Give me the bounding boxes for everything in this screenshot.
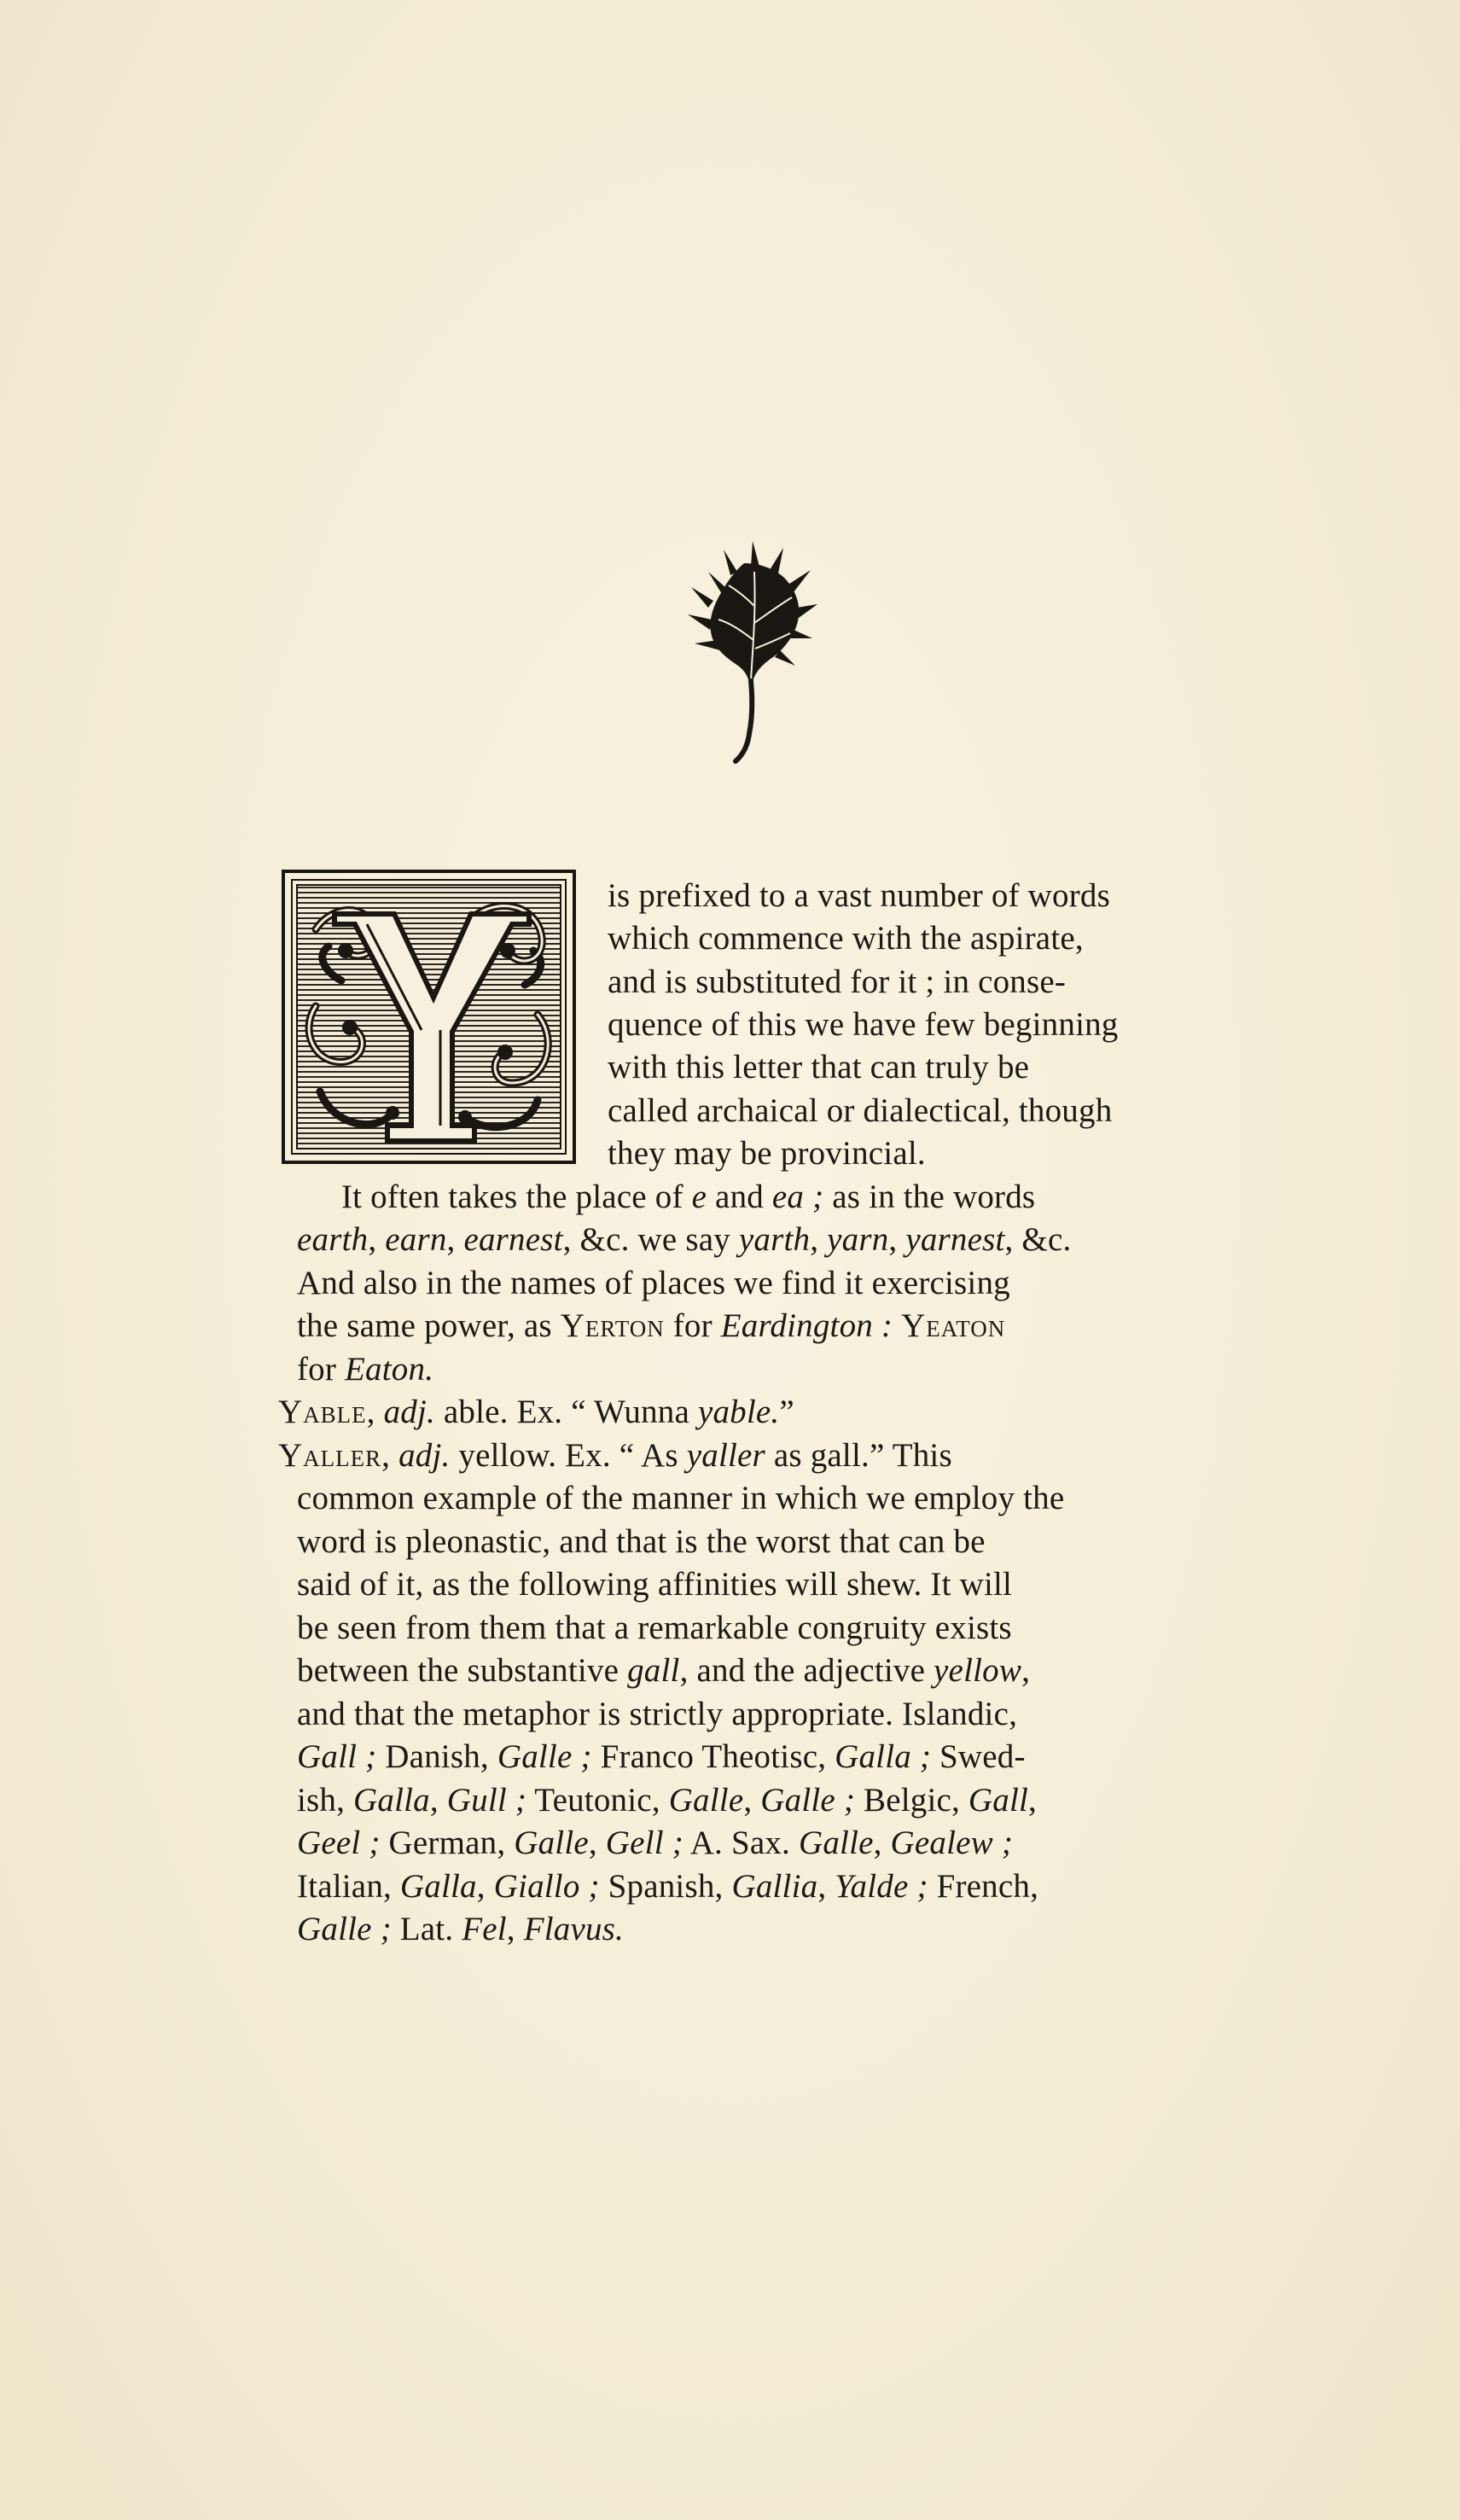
text-run: German, [380, 1825, 515, 1861]
text-run: between the substantive [297, 1652, 628, 1689]
italic-term: Flavus. [523, 1911, 624, 1947]
italic-term: Galla ; [835, 1738, 932, 1775]
text-run: , [743, 1782, 761, 1819]
intro-line: they may be provincial. [608, 1135, 926, 1172]
text-run: French, [928, 1868, 1039, 1905]
text-run: , &c. [1004, 1221, 1072, 1258]
text-line [297, 1908, 624, 1951]
text-line: and that the metaphor is strictly appropriate. Islandic, [297, 1696, 1018, 1732]
italic-term: Geel ; [297, 1825, 381, 1861]
italic-term: Gall [968, 1782, 1029, 1819]
italic-term: Galle ; [297, 1911, 392, 1947]
italic-term: Yalde ; [835, 1868, 928, 1905]
italic-term: Giallo ; [493, 1868, 600, 1905]
italic-term: Gull ; [446, 1782, 527, 1819]
text-run: , [888, 1221, 906, 1258]
italic-term: yable. [697, 1394, 780, 1430]
text-run: , [506, 1911, 524, 1947]
text-line: be seen from them that a remarkable congruity exists [297, 1609, 1012, 1646]
italic-term: Galla [353, 1782, 430, 1819]
text-line [297, 1865, 1038, 1908]
text-line [297, 1779, 1037, 1822]
place-name: Yeaton [901, 1307, 1006, 1344]
text-line [297, 1219, 1071, 1261]
text-line [297, 1736, 1026, 1778]
text-run: , [873, 1825, 891, 1861]
intro-line: which commence with the aspirate, [608, 920, 1084, 957]
text-run: , [817, 1868, 835, 1905]
leaf-ornament-icon [674, 538, 819, 768]
italic-term: Gall ; [297, 1738, 377, 1775]
text-run: as in the words [823, 1179, 1036, 1215]
text-line: word is pleonastic, and that is the worst that can be [297, 1523, 986, 1560]
italic-term: Gallia [731, 1868, 818, 1905]
text-run: , [366, 1394, 384, 1430]
text-line [297, 1348, 433, 1391]
italic-term: ea ; [771, 1179, 824, 1215]
text-run: Lat. [391, 1911, 462, 1947]
text-run: as gall.” This [765, 1437, 952, 1474]
text-run: , [588, 1825, 606, 1861]
italic-term: Eardington : [720, 1307, 893, 1344]
text-run: the same power, as [297, 1307, 561, 1344]
part-of-speech: adj. [383, 1394, 435, 1430]
italic-term: yaller [686, 1437, 765, 1474]
text-run: , [446, 1221, 464, 1258]
text-run: , [429, 1782, 447, 1819]
intro-line: quence of this we have few beginning [608, 1006, 1119, 1043]
italic-term: Gell ; [605, 1825, 683, 1861]
text-run: Franco Theotisc, [591, 1738, 835, 1775]
text-run: , [476, 1868, 494, 1905]
italic-term: Galle [798, 1825, 874, 1861]
decorated-initial-y [282, 870, 576, 1164]
text-run: It often takes the place of [341, 1179, 692, 1215]
text-run: A. Sax. [683, 1825, 799, 1861]
italic-term: earn [385, 1221, 447, 1258]
text-run: ” [779, 1394, 794, 1430]
text-line: And also in the names of places we find it exercising [297, 1265, 1010, 1301]
italic-term: earnest [463, 1221, 563, 1258]
italic-term: Fel [462, 1911, 507, 1947]
text-run: Italian, [297, 1868, 400, 1905]
text-run: , [368, 1221, 386, 1258]
intro-line: called archaical or dialectical, though [608, 1092, 1113, 1129]
italic-term: Galle ; [760, 1782, 856, 1819]
text-run: able. Ex. “ Wunna [434, 1394, 698, 1430]
text-run: , [1021, 1652, 1031, 1689]
italic-term: Galla [399, 1868, 477, 1905]
text-run: and [707, 1179, 772, 1215]
italic-term: gall [627, 1652, 680, 1689]
headword: Yable [278, 1394, 367, 1430]
entry-line [278, 1391, 794, 1434]
intro-line: is prefixed to a vast number of words [608, 877, 1111, 914]
text-run: Teutonic, [526, 1782, 669, 1819]
text-line [297, 1822, 1013, 1865]
text-run: , [381, 1437, 399, 1474]
text-line: said of it, as the following affinities will shew. It will [297, 1566, 1013, 1603]
italic-term: Galle [668, 1782, 744, 1819]
intro-line: with this letter that can truly be [608, 1049, 1030, 1085]
text-run: Belgic, [855, 1782, 968, 1819]
text-run: , &c. we say [562, 1221, 739, 1258]
text-run: , [1028, 1782, 1037, 1819]
text-run: , [810, 1221, 828, 1258]
italic-term: yarnest [905, 1221, 1005, 1258]
intro-line: and is substituted for it ; in conse- [608, 963, 1067, 1000]
text-run [893, 1307, 901, 1344]
place-name: Yerton [560, 1307, 665, 1344]
text-line [297, 1650, 1030, 1692]
text-run: for [664, 1307, 721, 1344]
text-run: for [297, 1351, 346, 1388]
italic-term: Gealew ; [890, 1825, 1014, 1861]
part-of-speech: adj. [398, 1437, 451, 1474]
italic-term: Galle ; [497, 1738, 592, 1775]
text-line: common example of the manner in which we employ the [297, 1480, 1065, 1516]
italic-term: yarn [827, 1221, 889, 1258]
italic-term: yarth [738, 1221, 811, 1258]
italic-term: Eaton. [345, 1351, 434, 1388]
text-run: Spanish, [599, 1868, 732, 1905]
text-run: , and the adjective [679, 1652, 934, 1689]
italic-term: Galle [514, 1825, 589, 1861]
text-line [297, 1305, 1005, 1347]
text-run: ish, [297, 1782, 354, 1819]
text-line [341, 1176, 1035, 1219]
text-run: Danish, [376, 1738, 497, 1775]
text-run: Swed- [931, 1738, 1026, 1775]
entry-line [278, 1435, 952, 1477]
italic-term: e [691, 1179, 707, 1215]
italic-term: earth [297, 1221, 369, 1258]
text-run: yellow. Ex. “ As [450, 1437, 687, 1474]
italic-term: yellow [934, 1652, 1022, 1689]
headword: Yaller [278, 1437, 382, 1474]
